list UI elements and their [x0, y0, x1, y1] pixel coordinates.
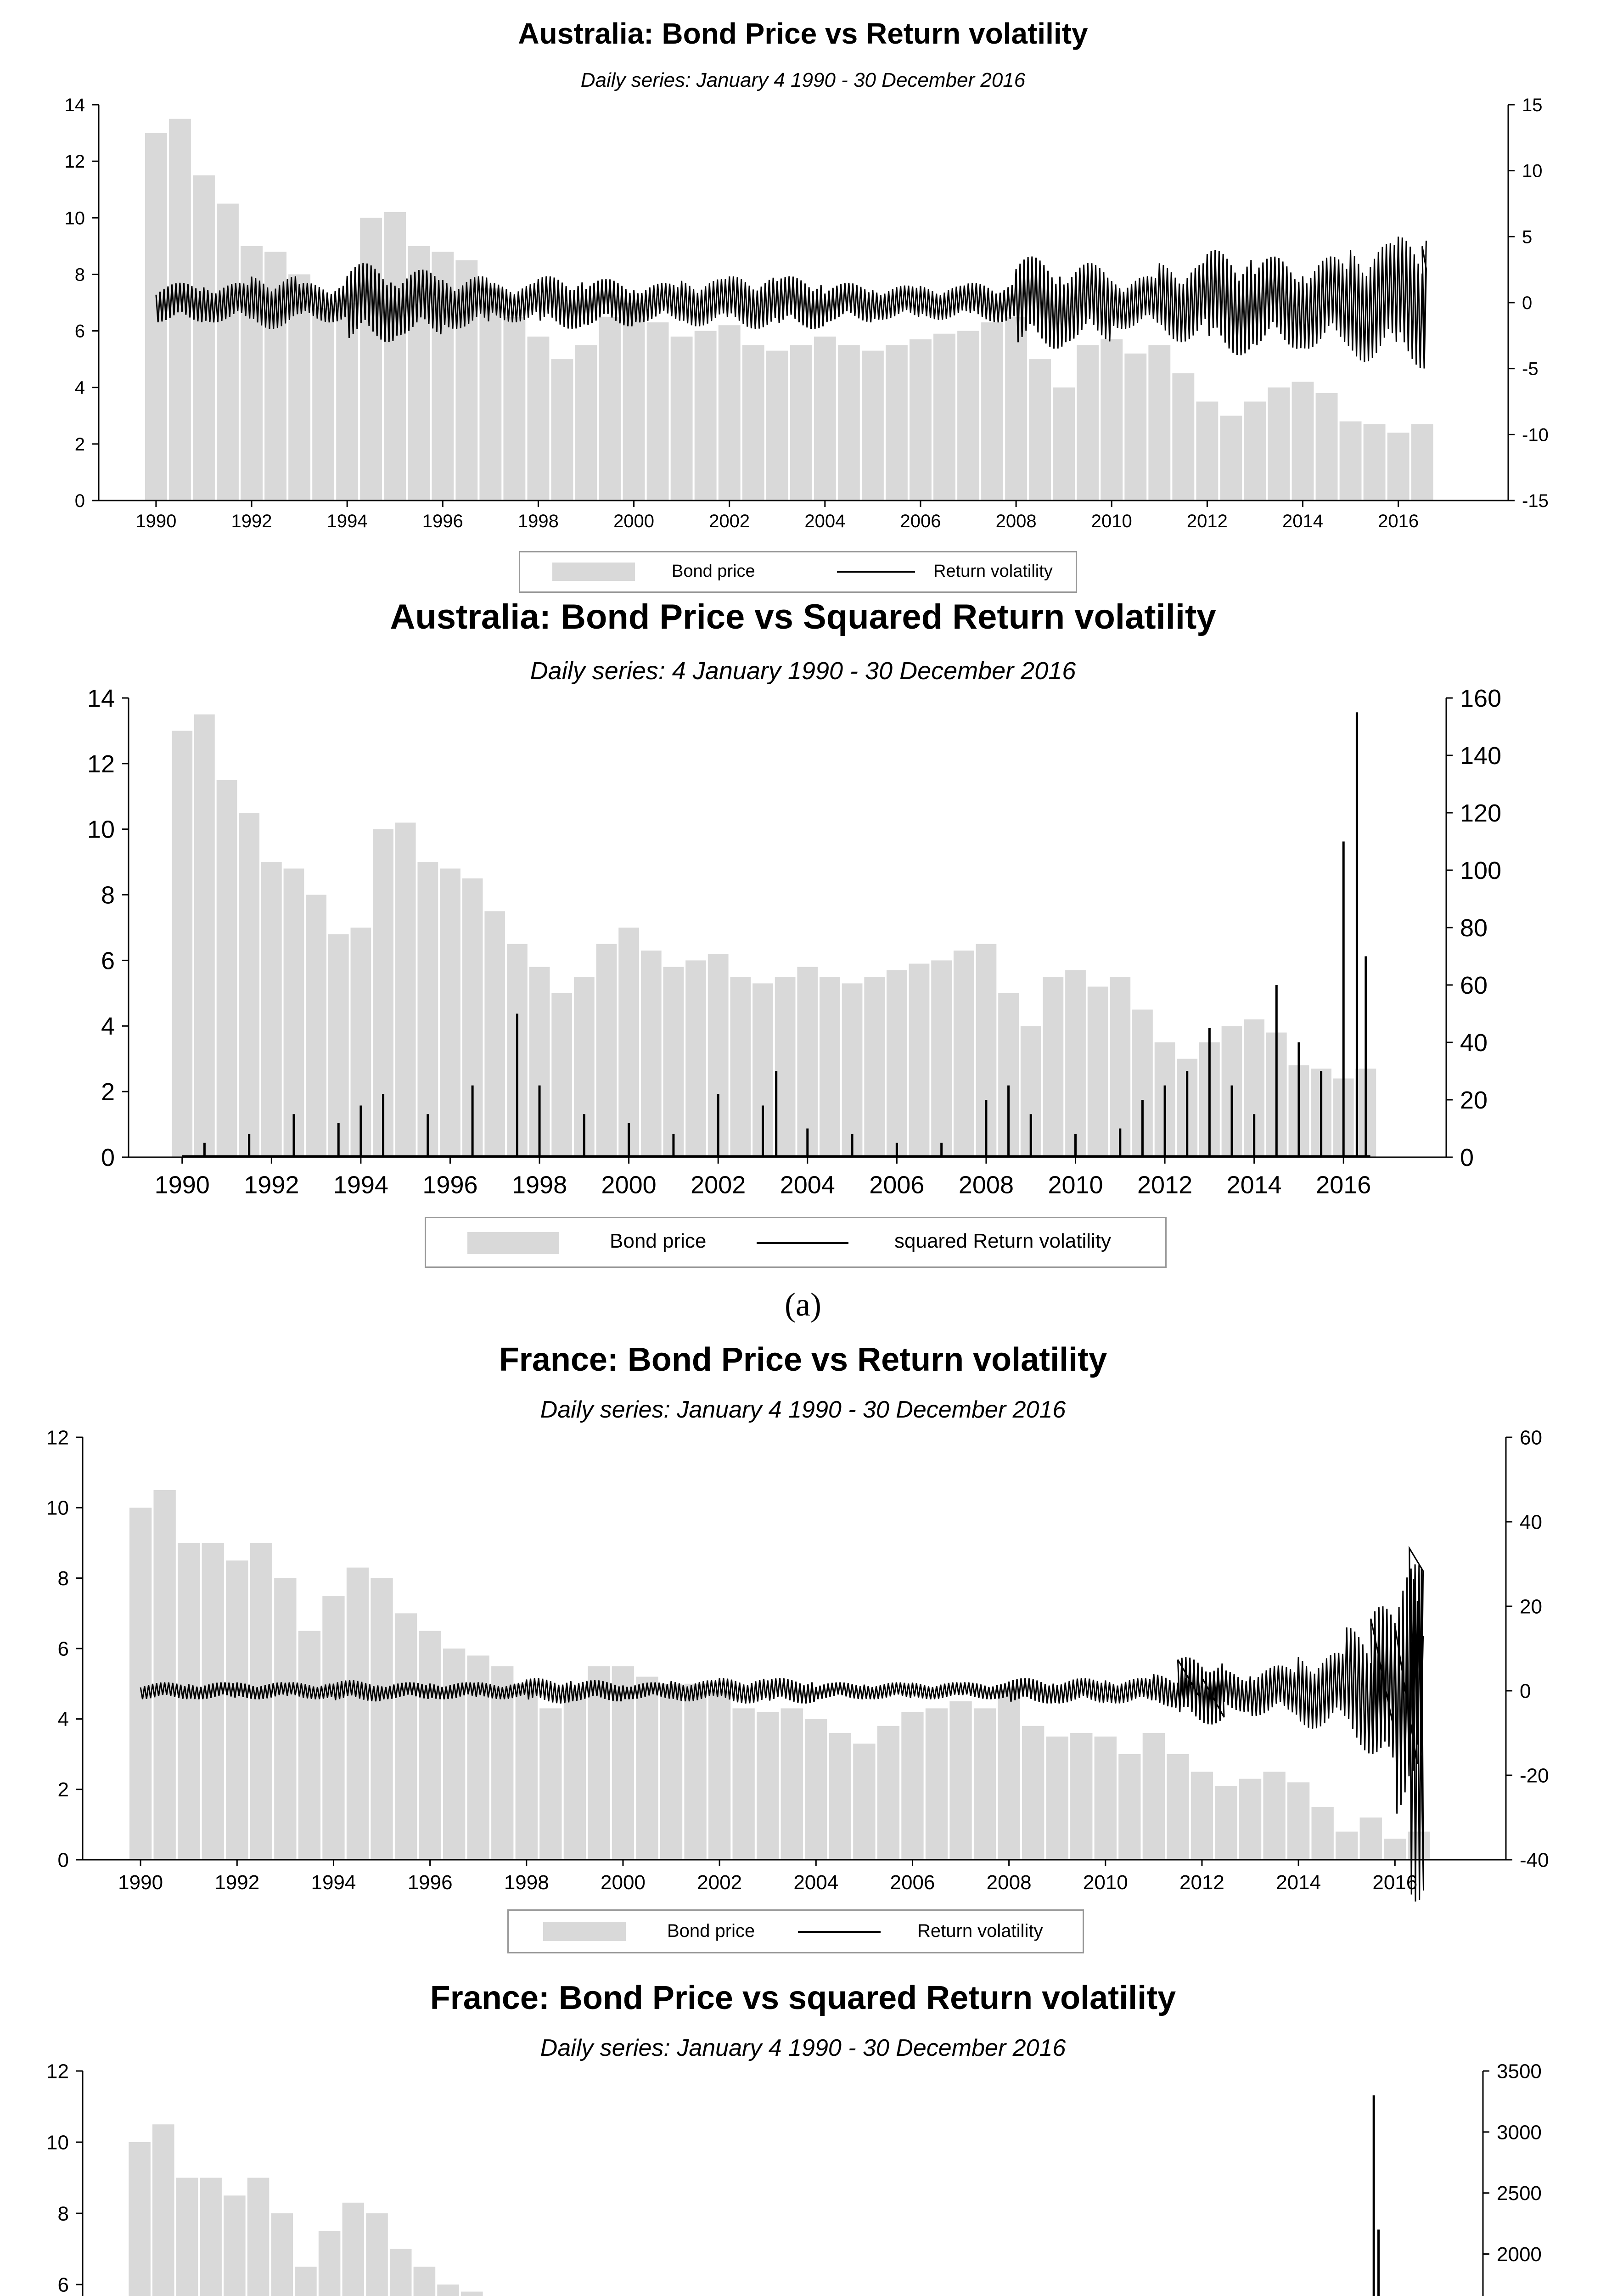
bond-price-bar	[271, 2213, 293, 2296]
right-tick-label: 3000	[1497, 2121, 1542, 2144]
x-tick-label: 1990	[154, 1171, 210, 1199]
x-tick-label: 2016	[1316, 1171, 1371, 1199]
chart-title: France: Bond Price vs squared Return volatility	[430, 1980, 1176, 2016]
x-tick-label: 2000	[613, 511, 655, 531]
x-tick-label: 2008	[958, 1171, 1014, 1199]
left-tick-label: 2	[74, 434, 85, 455]
x-tick-label: 2012	[1179, 1871, 1224, 1894]
left-tick-label: 10	[46, 1497, 69, 1519]
bond-price-bar	[295, 2267, 317, 2296]
left-tick-label: 8	[57, 2202, 69, 2225]
x-tick-label: 2008	[986, 1871, 1032, 1894]
right-tick-label: 0	[1460, 1143, 1474, 1171]
x-tick-label: 1998	[517, 511, 559, 531]
x-tick-label: 2016	[1378, 511, 1419, 531]
x-tick-label: 1992	[214, 1871, 260, 1894]
left-tick-label: 4	[74, 377, 85, 398]
bond-price-bar	[319, 2231, 341, 2296]
x-tick-label: 1994	[333, 1171, 388, 1199]
left-tick-label: 8	[57, 1567, 69, 1590]
bond-price-bar	[200, 2178, 222, 2296]
x-tick-label: 1996	[422, 1171, 478, 1199]
right-tick-label: 10	[1522, 161, 1543, 181]
left-tick-label: 10	[87, 816, 115, 844]
x-tick-label: 2014	[1226, 1171, 1282, 1199]
chart-title: Australia: Bond Price vs Squared Return volatility	[390, 597, 1216, 636]
x-tick-label: 1992	[231, 511, 272, 531]
legend-label-return-volatility: Return volatility	[933, 562, 1053, 581]
bond-price-bar	[247, 2178, 270, 2296]
right-tick-label: 80	[1460, 914, 1488, 942]
right-tick-label: 3500	[1497, 2060, 1542, 2083]
x-tick-label: 2010	[1083, 1871, 1128, 1894]
x-tick-label: 2014	[1276, 1871, 1321, 1894]
left-tick-label: 10	[64, 208, 85, 229]
left-tick-label: 6	[57, 2273, 69, 2296]
right-tick-label: 60	[1460, 971, 1488, 999]
left-tick-label: 4	[101, 1013, 115, 1041]
bond-price-bar	[461, 2292, 483, 2296]
x-tick-label: 1990	[135, 511, 177, 531]
legend-label-bond-price: Bond price	[672, 562, 755, 581]
left-tick-label: 0	[57, 1849, 69, 1872]
x-tick-label: 1992	[244, 1171, 299, 1199]
x-tick-label: 2016	[1372, 1871, 1418, 1894]
x-tick-label: 2000	[601, 1171, 657, 1199]
chart-title: Australia: Bond Price vs Return volatility	[518, 17, 1088, 50]
left-tick-label: 2	[57, 1778, 69, 1801]
bond-price-bar	[390, 2249, 412, 2296]
chart-subtitle: Daily series: 4 January 1990 - 30 December 2016	[530, 657, 1076, 685]
legend-label-bond-price: Bond price	[667, 1921, 755, 1941]
left-tick-label: 6	[101, 947, 115, 975]
legend-label-bond-price: Bond price	[610, 1230, 707, 1252]
x-tick-label: 2014	[1282, 511, 1324, 531]
left-tick-label: 12	[87, 750, 115, 778]
left-tick-label: 12	[46, 1426, 69, 1449]
x-tick-label: 2006	[869, 1171, 925, 1199]
right-tick-label: 160	[1460, 684, 1502, 712]
chart-subtitle: Daily series: January 4 1990 - 30 December 2016	[540, 2035, 1066, 2061]
right-tick-label: 20	[1520, 1595, 1542, 1618]
right-tick-label: 20	[1460, 1086, 1488, 1114]
left-tick-label: 14	[64, 95, 85, 115]
x-tick-label: 1998	[511, 1171, 567, 1199]
right-tick-label: 5	[1522, 227, 1533, 248]
bond-price-bar	[152, 2124, 174, 2296]
left-tick-label: 8	[74, 264, 85, 285]
bond-price-bar	[224, 2195, 246, 2296]
right-tick-label: -10	[1522, 425, 1549, 445]
x-tick-label: 2008	[995, 511, 1037, 531]
left-tick-label: 0	[74, 491, 85, 511]
right-tick-label: 100	[1460, 856, 1502, 884]
x-tick-label: 2006	[890, 1871, 935, 1894]
caption-a: (a)	[785, 1286, 821, 1323]
right-tick-label: 0	[1522, 293, 1533, 313]
x-tick-label: 1994	[326, 511, 368, 531]
bond-price-bar	[414, 2267, 436, 2296]
left-tick-label: 4	[57, 1708, 69, 1731]
legend-label-squared-return-volatility: squared Return volatility	[894, 1230, 1112, 1252]
x-tick-label: 2006	[900, 511, 941, 531]
right-tick-label: 2000	[1497, 2243, 1542, 2266]
bond-price-bar	[366, 2213, 388, 2296]
x-tick-label: 2012	[1186, 511, 1228, 531]
left-tick-label: 14	[87, 684, 115, 712]
right-tick-label: 60	[1520, 1426, 1542, 1449]
x-tick-label: 2004	[780, 1171, 835, 1199]
bond-price-bar	[437, 2285, 459, 2296]
x-tick-label: 2004	[793, 1871, 839, 1894]
x-tick-label: 2010	[1048, 1171, 1103, 1199]
bond-price-bar	[343, 2203, 365, 2296]
right-tick-label: -40	[1520, 1849, 1549, 1872]
x-tick-label: 1990	[118, 1871, 163, 1894]
left-tick-label: 12	[64, 152, 85, 172]
x-tick-label: 1998	[504, 1871, 549, 1894]
chart-title: France: Bond Price vs Return volatility	[499, 1341, 1107, 1378]
left-tick-label: 2	[101, 1078, 115, 1106]
x-tick-label: 2002	[709, 511, 750, 531]
left-tick-label: 0	[101, 1143, 115, 1171]
x-tick-label: 2002	[697, 1871, 742, 1894]
x-tick-label: 1996	[422, 511, 463, 531]
x-tick-label: 2002	[691, 1171, 746, 1199]
left-tick-label: 12	[46, 2060, 69, 2083]
left-tick-label: 6	[74, 321, 85, 342]
chart-subtitle: Daily series: January 4 1990 - 30 December 2016	[540, 1396, 1066, 1423]
left-tick-label: 10	[46, 2131, 69, 2154]
x-tick-label: 2000	[601, 1871, 646, 1894]
bond-price-bar	[176, 2178, 198, 2296]
right-tick-label: 140	[1460, 742, 1502, 770]
right-tick-label: 40	[1460, 1029, 1488, 1057]
x-tick-label: 1996	[407, 1871, 453, 1894]
x-tick-label: 2012	[1137, 1171, 1193, 1199]
x-tick-label: 1994	[311, 1871, 356, 1894]
right-tick-label: -15	[1522, 491, 1549, 511]
right-tick-label: 40	[1520, 1511, 1542, 1534]
right-tick-label: -20	[1520, 1764, 1549, 1787]
right-tick-label: 15	[1522, 95, 1543, 115]
bond-price-bar	[129, 2142, 151, 2296]
x-tick-label: 2010	[1091, 511, 1132, 531]
left-tick-label: 8	[101, 881, 115, 909]
right-tick-label: 0	[1520, 1680, 1531, 1703]
right-tick-label: 2500	[1497, 2182, 1542, 2205]
chart-subtitle: Daily series: January 4 1990 - 30 December 2016	[580, 69, 1026, 91]
right-tick-label: -5	[1522, 359, 1539, 379]
x-tick-label: 2004	[804, 511, 846, 531]
legend-label-return-volatility: Return volatility	[917, 1921, 1043, 1941]
right-tick-label: 120	[1460, 799, 1502, 827]
left-tick-label: 6	[57, 1638, 69, 1660]
